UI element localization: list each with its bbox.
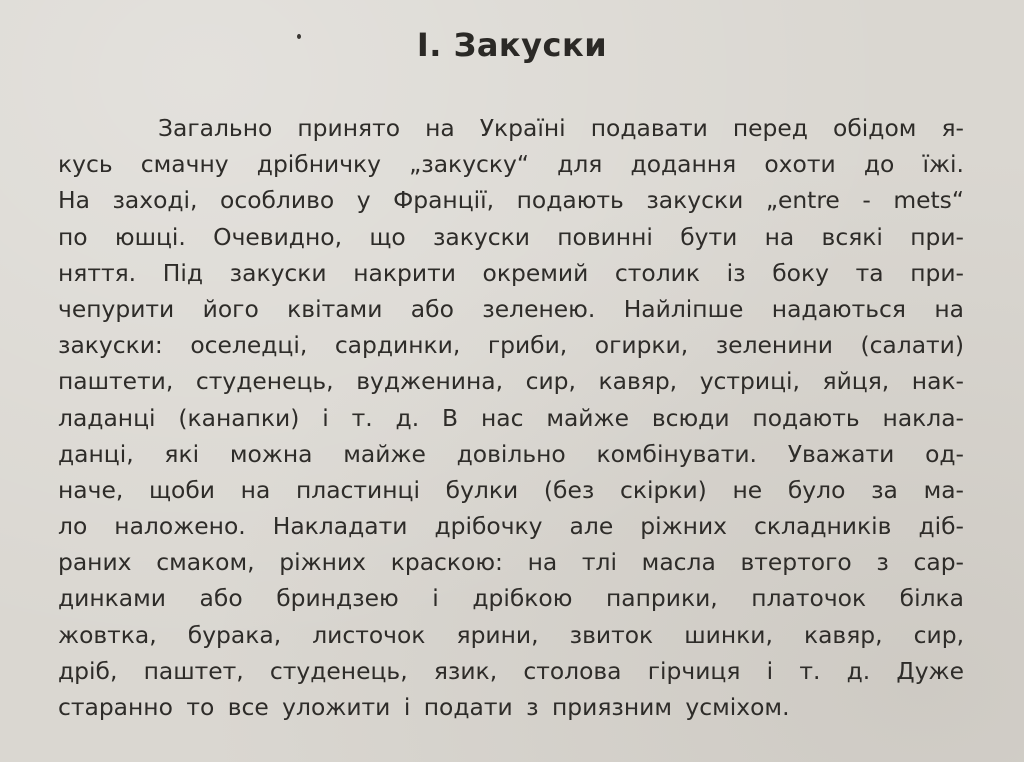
text-line: ладанці (канапки) і т. д. В нас майже всюди подають накла-: [58, 403, 964, 432]
text-line: кусь смачну дрібничку „закуску“ для додання охоти до їжі.: [58, 150, 964, 179]
text-line: няття. Під закуски накрити окремий столик із боку та при-: [58, 258, 964, 287]
text-line: паштети, студенець, вудженина, сир, кавяр, устриці, яйця, нак-: [58, 367, 964, 396]
text-line: ло наложено. Накладати дрібочку але ріжних складників діб-: [58, 512, 964, 541]
text-line: На заході, особливо у Франції, подають закуски „entre - mets“: [58, 186, 964, 215]
text-line: раних смаком, ріжних краскою: на тлі масла втертого з сар-: [58, 548, 964, 577]
text-line: наче, щоби на пластинці булки (без скірки) не було за ма-: [58, 475, 964, 504]
text-line: жовтка, бурака, листочок ярини, звиток шинки, кавяр, сир,: [58, 620, 964, 649]
text-line: по юшці. Очевидно, що закуски повинні бути на всякі при-: [58, 222, 964, 251]
text-line: закуски: оселедці, сардинки, гриби, огирки, зеленини (салати): [58, 331, 964, 360]
text-line: дріб, паштет, студенець, язик, столова гірчиця і т. д. Дуже: [58, 656, 964, 685]
text-line: данці, які можна майже довільно комбінувати. Уважати од-: [58, 439, 964, 468]
text-line: Загально принято на Україні подавати перед обідом я-: [158, 114, 964, 142]
text-line: динками або бриндзею і дрібкою паприки, платочок білка: [58, 584, 964, 613]
page-title: І. Закуски: [416, 26, 608, 64]
text-line: старанно то все уложити і подати з приязним усміхом.: [58, 693, 790, 721]
body-paragraph: [58, 110, 964, 725]
text-line: чепурити його квітами або зеленею. Найліпше надаються на: [58, 294, 964, 323]
